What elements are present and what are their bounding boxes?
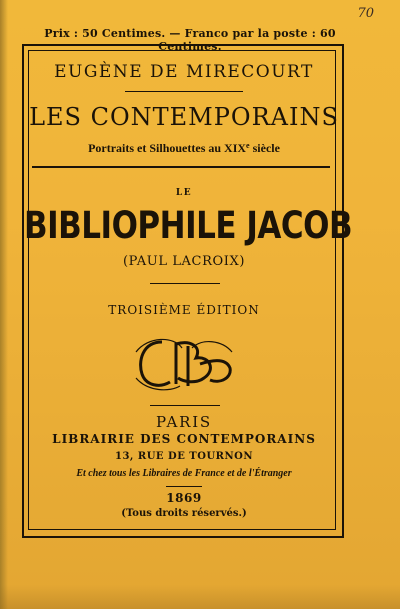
edition-label: TROISIÈME ÉDITION xyxy=(108,303,260,317)
rights-notice: (Tous droits réservés.) xyxy=(121,508,247,519)
publisher: LIBRAIRIE DES CONTEMPORAINS xyxy=(52,432,316,446)
spine-shadow xyxy=(0,0,8,609)
section-rule xyxy=(32,166,330,168)
price-line: Prix : 50 Centimes. — Franco par la poste : 60 Centimes. xyxy=(44,27,336,53)
series-title: LES CONTEMPORAINS xyxy=(29,103,339,131)
title-article: LE xyxy=(175,188,193,198)
city: PARIS xyxy=(155,413,213,431)
divider-rule xyxy=(150,405,220,406)
series-subtitle-end: siècle xyxy=(249,141,280,155)
paper-edge xyxy=(0,585,400,609)
series-subtitle-main: Portraits et Silhouettes au XIX xyxy=(88,141,247,155)
divider-rule xyxy=(125,91,243,92)
series-subtitle-sup: e xyxy=(246,141,250,150)
divider-rule xyxy=(166,486,202,487)
monogram-icon xyxy=(130,334,240,394)
book-subtitle: (PAUL LACROIX) xyxy=(122,254,245,269)
publication-year: 1869 xyxy=(166,491,202,505)
series-subtitle xyxy=(24,141,344,156)
handwritten-number: 70 xyxy=(357,6,374,21)
publisher-address: 13, RUE DE TOURNON xyxy=(115,451,253,462)
author-name: EUGÈNE DE MIRECOURT xyxy=(54,62,314,82)
book-title: BIBLIOPHILE JACOB xyxy=(24,204,353,248)
dealers-line: Et chez tous les Libraires de France et de l'Étranger xyxy=(76,468,292,479)
monogram-svg xyxy=(130,334,240,394)
divider-rule xyxy=(150,283,220,284)
